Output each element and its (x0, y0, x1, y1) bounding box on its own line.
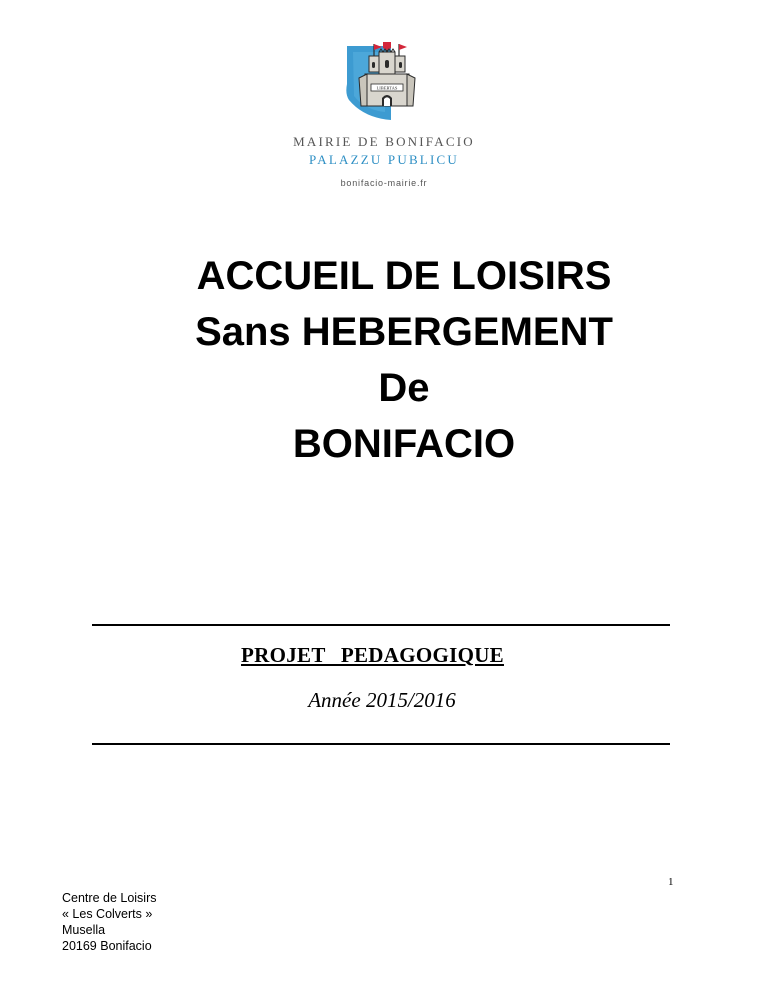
motto-text: LIBERTAS (376, 85, 398, 91)
title-line-2: Sans HEBERGEMENT (195, 310, 613, 354)
bonifacio-crest-icon (339, 38, 429, 128)
document-title (0, 248, 768, 472)
top-divider (92, 624, 670, 626)
school-year: Année 2015/2016 (308, 688, 456, 712)
title-line-1: ACCUEIL DE LOISIRS (196, 254, 612, 298)
mairie-subtitle: PALAZZU PUBLICU (309, 152, 459, 167)
title-line-4: BONIFACIO (292, 422, 516, 466)
bottom-divider (92, 743, 670, 745)
section-heading: PROJET PEDAGOGIQUE (241, 643, 504, 667)
address-line-3: Musella (62, 923, 106, 937)
address-line-1: Centre de Loisirs (62, 891, 157, 905)
address-line-4: 20169 Bonifacio (62, 939, 152, 953)
footer-address (62, 890, 157, 954)
mairie-logo (0, 38, 768, 188)
website-url: bonifacio-mairie.fr (340, 178, 428, 188)
address-line-2: « Les Colverts » (62, 907, 153, 921)
title-line-3: De (378, 366, 430, 410)
mairie-name: MAIRIE DE BONIFACIO (293, 134, 475, 149)
page-number: 1 (668, 876, 674, 888)
